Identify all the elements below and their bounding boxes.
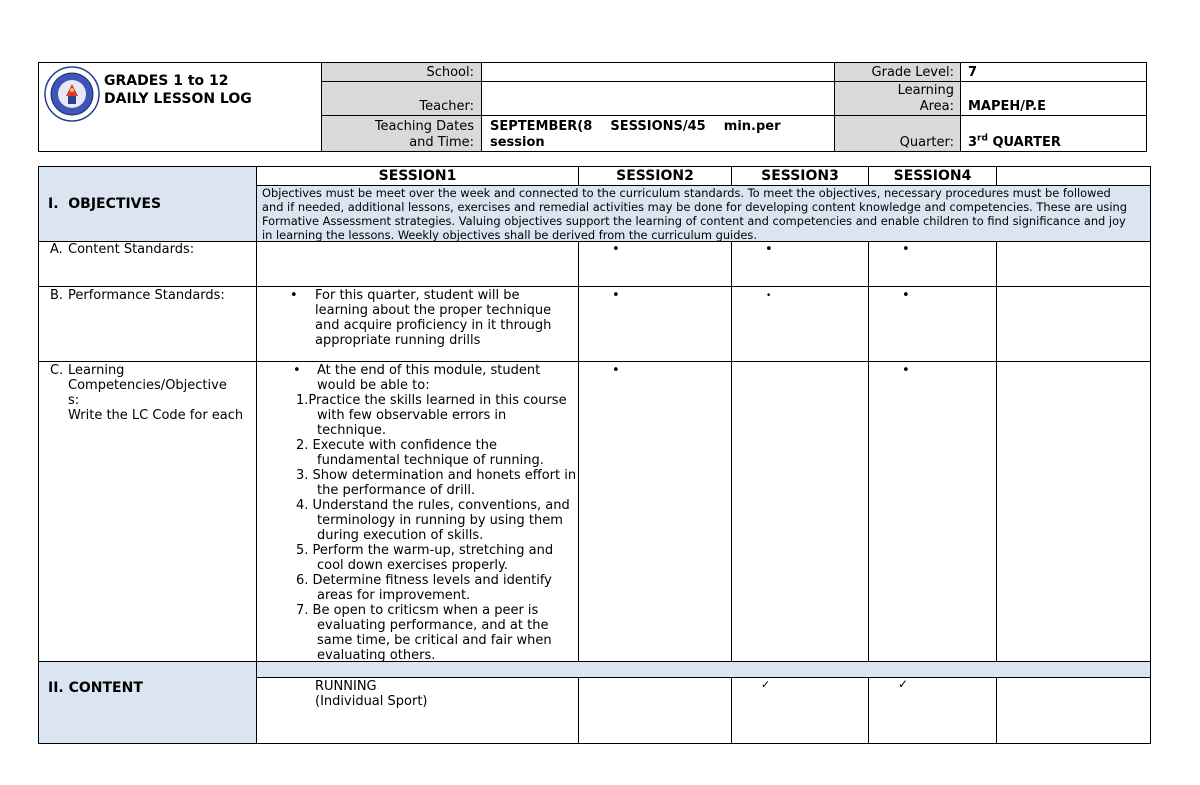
ps-line-2: learning about the proper technique <box>315 303 552 318</box>
bullet-cs-s3: • <box>765 242 773 257</box>
ps-line-3: and acquire proficiency in it through <box>315 318 552 333</box>
learning-area-label-line2: Area: <box>919 99 954 114</box>
content-line1: RUNNING <box>315 679 377 694</box>
lc-objective-item-2: 2. Execute with confidence the <box>296 438 497 453</box>
bullet-ps-s3: • <box>766 291 772 301</box>
lc-objective-item-7-cont: evaluating performance, and at the <box>317 618 549 633</box>
content-standards-letter: A. <box>50 242 63 257</box>
check-icon-session4: ✓ <box>898 677 909 691</box>
doc-title-line2: DAILY LESSON LOG <box>104 91 252 107</box>
session3-header: SESSION3 <box>761 168 839 184</box>
bullet-lc-s2: • <box>612 363 620 378</box>
bullet-ps-s2: • <box>612 288 620 303</box>
lc-objective-item-4-cont: during execution of skills. <box>317 528 484 543</box>
lc-objective-item-7: 7. Be open to criticsm when a peer is <box>296 603 539 618</box>
grade-level-value: 7 <box>968 65 978 80</box>
objectives-line-2: and if needed, additional lessons, exercises and remedial activities may be done for developing content knowledge and competencies. These are using <box>262 200 1127 214</box>
teaching-dates-label-line2: and Time: <box>409 135 474 150</box>
lc-objective-item-7-cont: evaluating others. <box>317 648 436 663</box>
lc-objective-item-1-cont: with few observable errors in <box>317 408 507 423</box>
lc-intro-line2: would be able to: <box>317 378 430 393</box>
lc-label-line2: Competencies/Objective <box>68 378 227 393</box>
lc-objective-item-5: 5. Perform the warm-up, stretching and <box>296 543 554 558</box>
bullet-lc-s1: • <box>293 363 301 378</box>
quarter-label: Quarter: <box>899 135 954 150</box>
lc-letter: C. <box>50 363 64 378</box>
lesson-table <box>38 166 1151 744</box>
performance-standards-label: Performance Standards: <box>68 288 225 303</box>
bullet-ps-s1: • <box>290 288 298 303</box>
teacher-value[interactable] <box>488 99 828 114</box>
objectives-heading: I. OBJECTIVES <box>48 196 162 212</box>
bullet-lc-s4: • <box>902 363 910 378</box>
content-top-band <box>257 661 1150 677</box>
lc-objective-item-5-cont: cool down exercises properly. <box>317 558 509 573</box>
learning-area-label-line1: Learning <box>897 83 954 98</box>
lc-label-line3: s: <box>68 393 80 408</box>
performance-standards-letter: B. <box>50 288 64 303</box>
lc-objectives-list <box>296 393 576 663</box>
school-label: School: <box>426 65 474 80</box>
lc-objective-item-7-cont: same time, be critical and fair when <box>317 633 552 648</box>
ps-line-4: appropriate running drills <box>315 333 481 348</box>
objectives-line-3: Formative Assessment strategies. Valuing objectives support the learning of content and competencies and enable children to find significance and joy <box>262 214 1126 228</box>
doc-title-line1: GRADES 1 to 12 <box>104 73 229 89</box>
bullet-cs-s2: • <box>612 242 620 257</box>
lc-objective-item-4-cont: terminology in running by using them <box>317 513 563 528</box>
lc-label-line4: Write the LC Code for each <box>68 408 244 423</box>
lc-objective-item-4: 4. Understand the rules, conventions, and <box>296 498 570 513</box>
bullet-cs-s4: • <box>902 242 910 257</box>
lc-objective-item-1: 1.Practice the skills learned in this course <box>296 393 567 408</box>
session4-header: SESSION4 <box>893 168 972 184</box>
lc-objective-item-3: 3. Show determination and honets effort in <box>296 468 577 483</box>
lc-label-line1: Learning <box>68 363 125 378</box>
bullet-ps-s4: • <box>902 288 910 303</box>
teacher-label: Teacher: <box>419 99 474 114</box>
lc-objective-item-6: 6. Determine fitness levels and identify <box>296 573 552 588</box>
session1-header: SESSION1 <box>378 168 457 184</box>
quarter-value-text: QUARTER <box>987 135 1061 150</box>
content-standards-label: Content Standards: <box>68 242 195 257</box>
ps-line-1: For this quarter, student will be <box>315 288 520 303</box>
teaching-dates-value-line2: session <box>490 135 545 150</box>
content-line2: (Individual Sport) <box>315 694 428 709</box>
content-heading: II. CONTENT <box>48 680 143 696</box>
quarter-value-suffix: rd <box>977 133 988 144</box>
lc-objective-item-3-cont: the performance of drill. <box>317 483 476 498</box>
quarter-value <box>968 135 1061 150</box>
teaching-dates-label-line1: Teaching Dates <box>374 119 474 134</box>
lc-objective-item-2-cont: fundamental technique of running. <box>317 453 544 468</box>
school-value[interactable] <box>488 65 828 80</box>
lc-objective-item-6-cont: areas for improvement. <box>317 588 471 603</box>
content-heading-cell <box>39 661 256 743</box>
objectives-line-1: Objectives must be meet over the week and connected to the curriculum standards. To meet the objectives, necessary procedures must be followed <box>262 186 1111 200</box>
grade-level-label: Grade Level: <box>871 65 954 80</box>
lc-intro-line1: At the end of this module, student <box>317 363 541 378</box>
check-icon-session3: ✓ <box>761 678 771 691</box>
quarter-value-number: 3 <box>968 135 978 150</box>
learning-area-value: MAPEH/P.E <box>968 99 1046 114</box>
objectives-line-4: in learning the lessons. Weekly objectives shall be derived from the curriculum guides. <box>262 228 757 242</box>
lc-objective-item-1-cont: technique. <box>317 423 386 438</box>
teaching-dates-value-line1: SEPTEMBER(8 SESSIONS/45 min.per <box>490 119 781 134</box>
session2-header: SESSION2 <box>616 168 694 184</box>
